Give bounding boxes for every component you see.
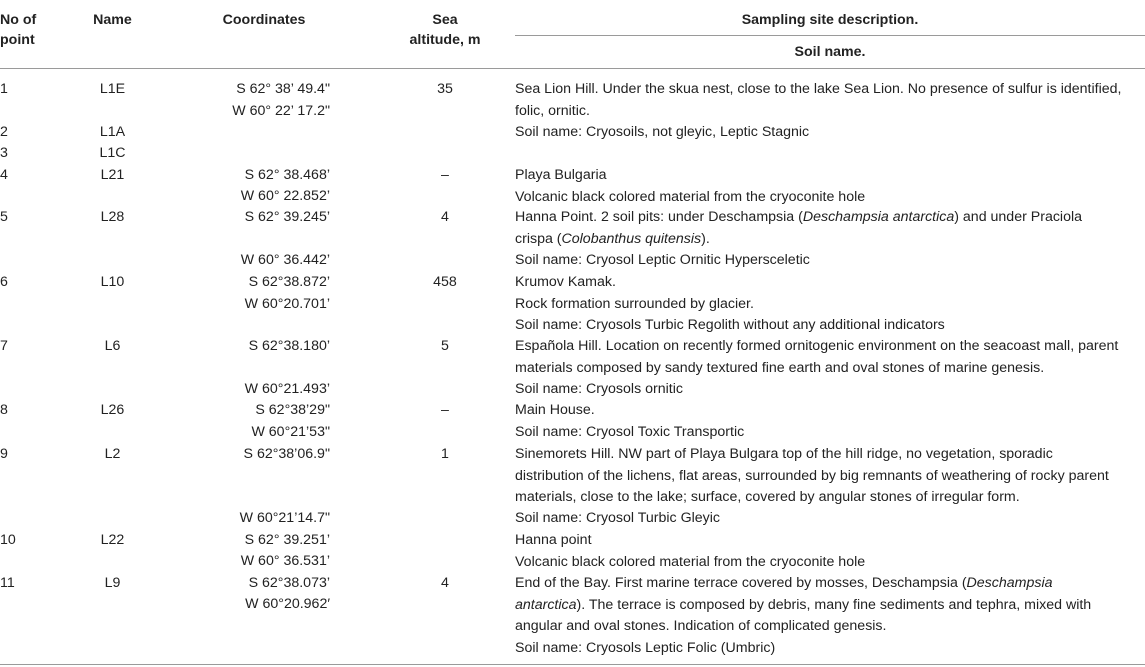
coord-lon: W 60° 36.531’ <box>240 553 330 569</box>
point-name: L9 <box>104 575 121 591</box>
point-name: L2 <box>104 446 121 462</box>
header-sampling-site-description: Sampling site description. <box>741 12 919 28</box>
header-no-line2: point <box>0 32 35 48</box>
description <box>515 508 1145 530</box>
table-bottom-rule <box>0 664 1145 665</box>
coord-lon: W 60° 36.442’ <box>240 252 330 268</box>
coord-lat: S 62°38.872’ <box>248 274 330 290</box>
point-number: 10 <box>0 532 16 548</box>
point-number: 3 <box>0 145 8 161</box>
description-line: Hanna point <box>515 532 592 548</box>
species-name: Deschampsia antarctica <box>802 209 955 225</box>
point-number: 8 <box>0 402 8 418</box>
point-name: L1A <box>99 124 126 140</box>
description-line: Main House. <box>515 402 595 418</box>
description-line: Española Hill. Location on recently formed ornitogenic environment on the seacoast mall, parent <box>515 338 1119 354</box>
description <box>515 379 1145 401</box>
description <box>515 400 1145 443</box>
coord-lat: S 62°38’29" <box>255 402 330 418</box>
description <box>515 165 1145 208</box>
point-number: 7 <box>0 338 8 354</box>
header-name: Name <box>93 12 132 28</box>
description <box>515 336 1145 379</box>
point-name: L1E <box>99 81 126 97</box>
altitude: 4 <box>441 209 449 225</box>
coord-lon: W 60° 22’ 17.2" <box>232 103 330 119</box>
coord-lat: S 62° 39.245’ <box>244 209 330 225</box>
description <box>515 122 1145 144</box>
description-line: angular and oval stones. Indication of complicated genesis. <box>515 618 887 635</box>
coord-lat: S 62° 39.251’ <box>244 532 330 548</box>
header-alt-line2: altitude, m <box>409 32 481 48</box>
description-line: Soil name: Cryosol Turbic Gleyic <box>515 510 720 526</box>
header-sub-rule <box>515 35 1145 36</box>
altitude: – <box>441 402 449 418</box>
description <box>515 530 1145 573</box>
description-line: materials, close to the lake; surface, covered by angular stones of irregular form. <box>515 489 1020 506</box>
altitude: 5 <box>441 338 449 354</box>
point-number: 11 <box>0 575 15 591</box>
description <box>515 79 1145 122</box>
description-line: Sea Lion Hill. Under the skua nest, close to the lake Sea Lion. No presence of sulfur is identified, <box>515 81 1122 97</box>
description-line: Volcanic black colored material from the cryoconite hole <box>515 553 866 570</box>
point-name: L28 <box>100 209 125 225</box>
point-number: 6 <box>0 274 8 290</box>
description-line <box>515 595 1145 617</box>
point-number: 9 <box>0 446 8 462</box>
point-name: L22 <box>100 532 125 548</box>
point-number: 5 <box>0 209 8 225</box>
text-run: End of the Bay. First marine terrace covered by mosses, Deschampsia ( <box>515 575 967 591</box>
coord-lat: S 62°38.180’ <box>248 338 330 354</box>
header-bottom-rule <box>0 68 1145 69</box>
description-line: Playa Bulgaria <box>515 167 607 183</box>
description-line: Soil name: Cryosols Leptic Folic (Umbric) <box>515 639 776 656</box>
description-line: distribution of the lichens, flat areas, surrounded by big remnants of weathering of rocky parent <box>515 467 1109 484</box>
description-line: Soil name: Cryosoils, not gleyic, Leptic Stagnic <box>515 124 810 140</box>
point-number: 1 <box>0 81 8 97</box>
description-line <box>515 207 1145 229</box>
header-alt-line1: Sea <box>432 12 458 28</box>
description-line: Soil name: Cryosols ornitic <box>515 381 683 397</box>
description-line: materials composed by sandy textured fine earth and oval stones of marine genesis. <box>515 359 1045 376</box>
altitude: 458 <box>433 274 457 290</box>
coord-lat: S 62°38.073’ <box>248 575 330 591</box>
point-name: L6 <box>104 338 121 354</box>
description-line: folic, ornitic. <box>515 102 590 119</box>
description <box>515 444 1145 509</box>
altitude: – <box>441 167 449 183</box>
altitude: 35 <box>437 81 453 97</box>
description <box>515 573 1145 659</box>
coord-lat: S 62° 38.468’ <box>244 167 330 183</box>
coord-lon: W 60°21.493’ <box>244 381 330 397</box>
point-name: L21 <box>100 167 125 183</box>
header-no-line1: No of <box>0 12 37 28</box>
point-name: L10 <box>100 274 125 290</box>
species-name: Colobanthus quitensis <box>561 230 702 247</box>
point-number: 2 <box>0 124 8 140</box>
header-coordinates: Coordinates <box>222 12 306 28</box>
text-run: ). <box>701 230 710 247</box>
text-run: ) and under Praciola <box>954 209 1083 225</box>
point-number: 4 <box>0 167 8 183</box>
coord-lat: S 62° 38’ 49.4" <box>236 81 330 97</box>
description-line <box>515 573 1145 595</box>
coord-lon: W 60°20.962′ <box>245 596 330 612</box>
description-line <box>515 229 1145 251</box>
coord-lon: W 60° 22.852’ <box>240 188 330 204</box>
coord-lon: W 60°20.701’ <box>244 296 330 312</box>
description-line: Rock formation surrounded by glacier. <box>515 295 754 312</box>
species-name: Deschampsia <box>966 575 1053 591</box>
coord-lat: S 62°38’06.9" <box>243 446 330 462</box>
description-line: Soil name: Cryosol Toxic Transportic <box>515 423 745 440</box>
altitude: 1 <box>441 446 449 462</box>
description-line: Volcanic black colored material from the cryoconite hole <box>515 188 866 205</box>
text-run: ). The terrace is composed by debris, many fine sediments and tephra, mixed with <box>576 596 1092 613</box>
description-line: Krumov Kamak. <box>515 274 616 290</box>
description <box>515 250 1145 272</box>
point-name: L26 <box>100 402 125 418</box>
description-line: Soil name: Cryosols Turbic Regolith without any additional indicators <box>515 317 945 334</box>
description-line: Soil name: Cryosol Leptic Ornitic Hypersceletic <box>515 252 810 268</box>
coord-lon: W 60°21’53" <box>251 424 330 440</box>
header-sea-altitude <box>390 10 500 50</box>
description <box>515 272 1145 337</box>
coord-lon: W 60°21’14.7" <box>239 510 330 526</box>
description <box>515 207 1145 250</box>
altitude: 4 <box>441 575 449 591</box>
point-name: L1C <box>99 145 126 161</box>
description-line: Sinemorets Hill. NW part of Playa Bulgara top of the hill ridge, no vegetation, sporadic <box>515 446 1053 462</box>
header-no-of-point <box>0 10 60 50</box>
text-run: crispa ( <box>515 230 562 247</box>
species-name: antarctica <box>515 596 577 613</box>
header-soil-name: Soil name. <box>794 44 866 60</box>
text-run: Hanna Point. 2 soil pits: under Deschampsia ( <box>515 209 803 225</box>
